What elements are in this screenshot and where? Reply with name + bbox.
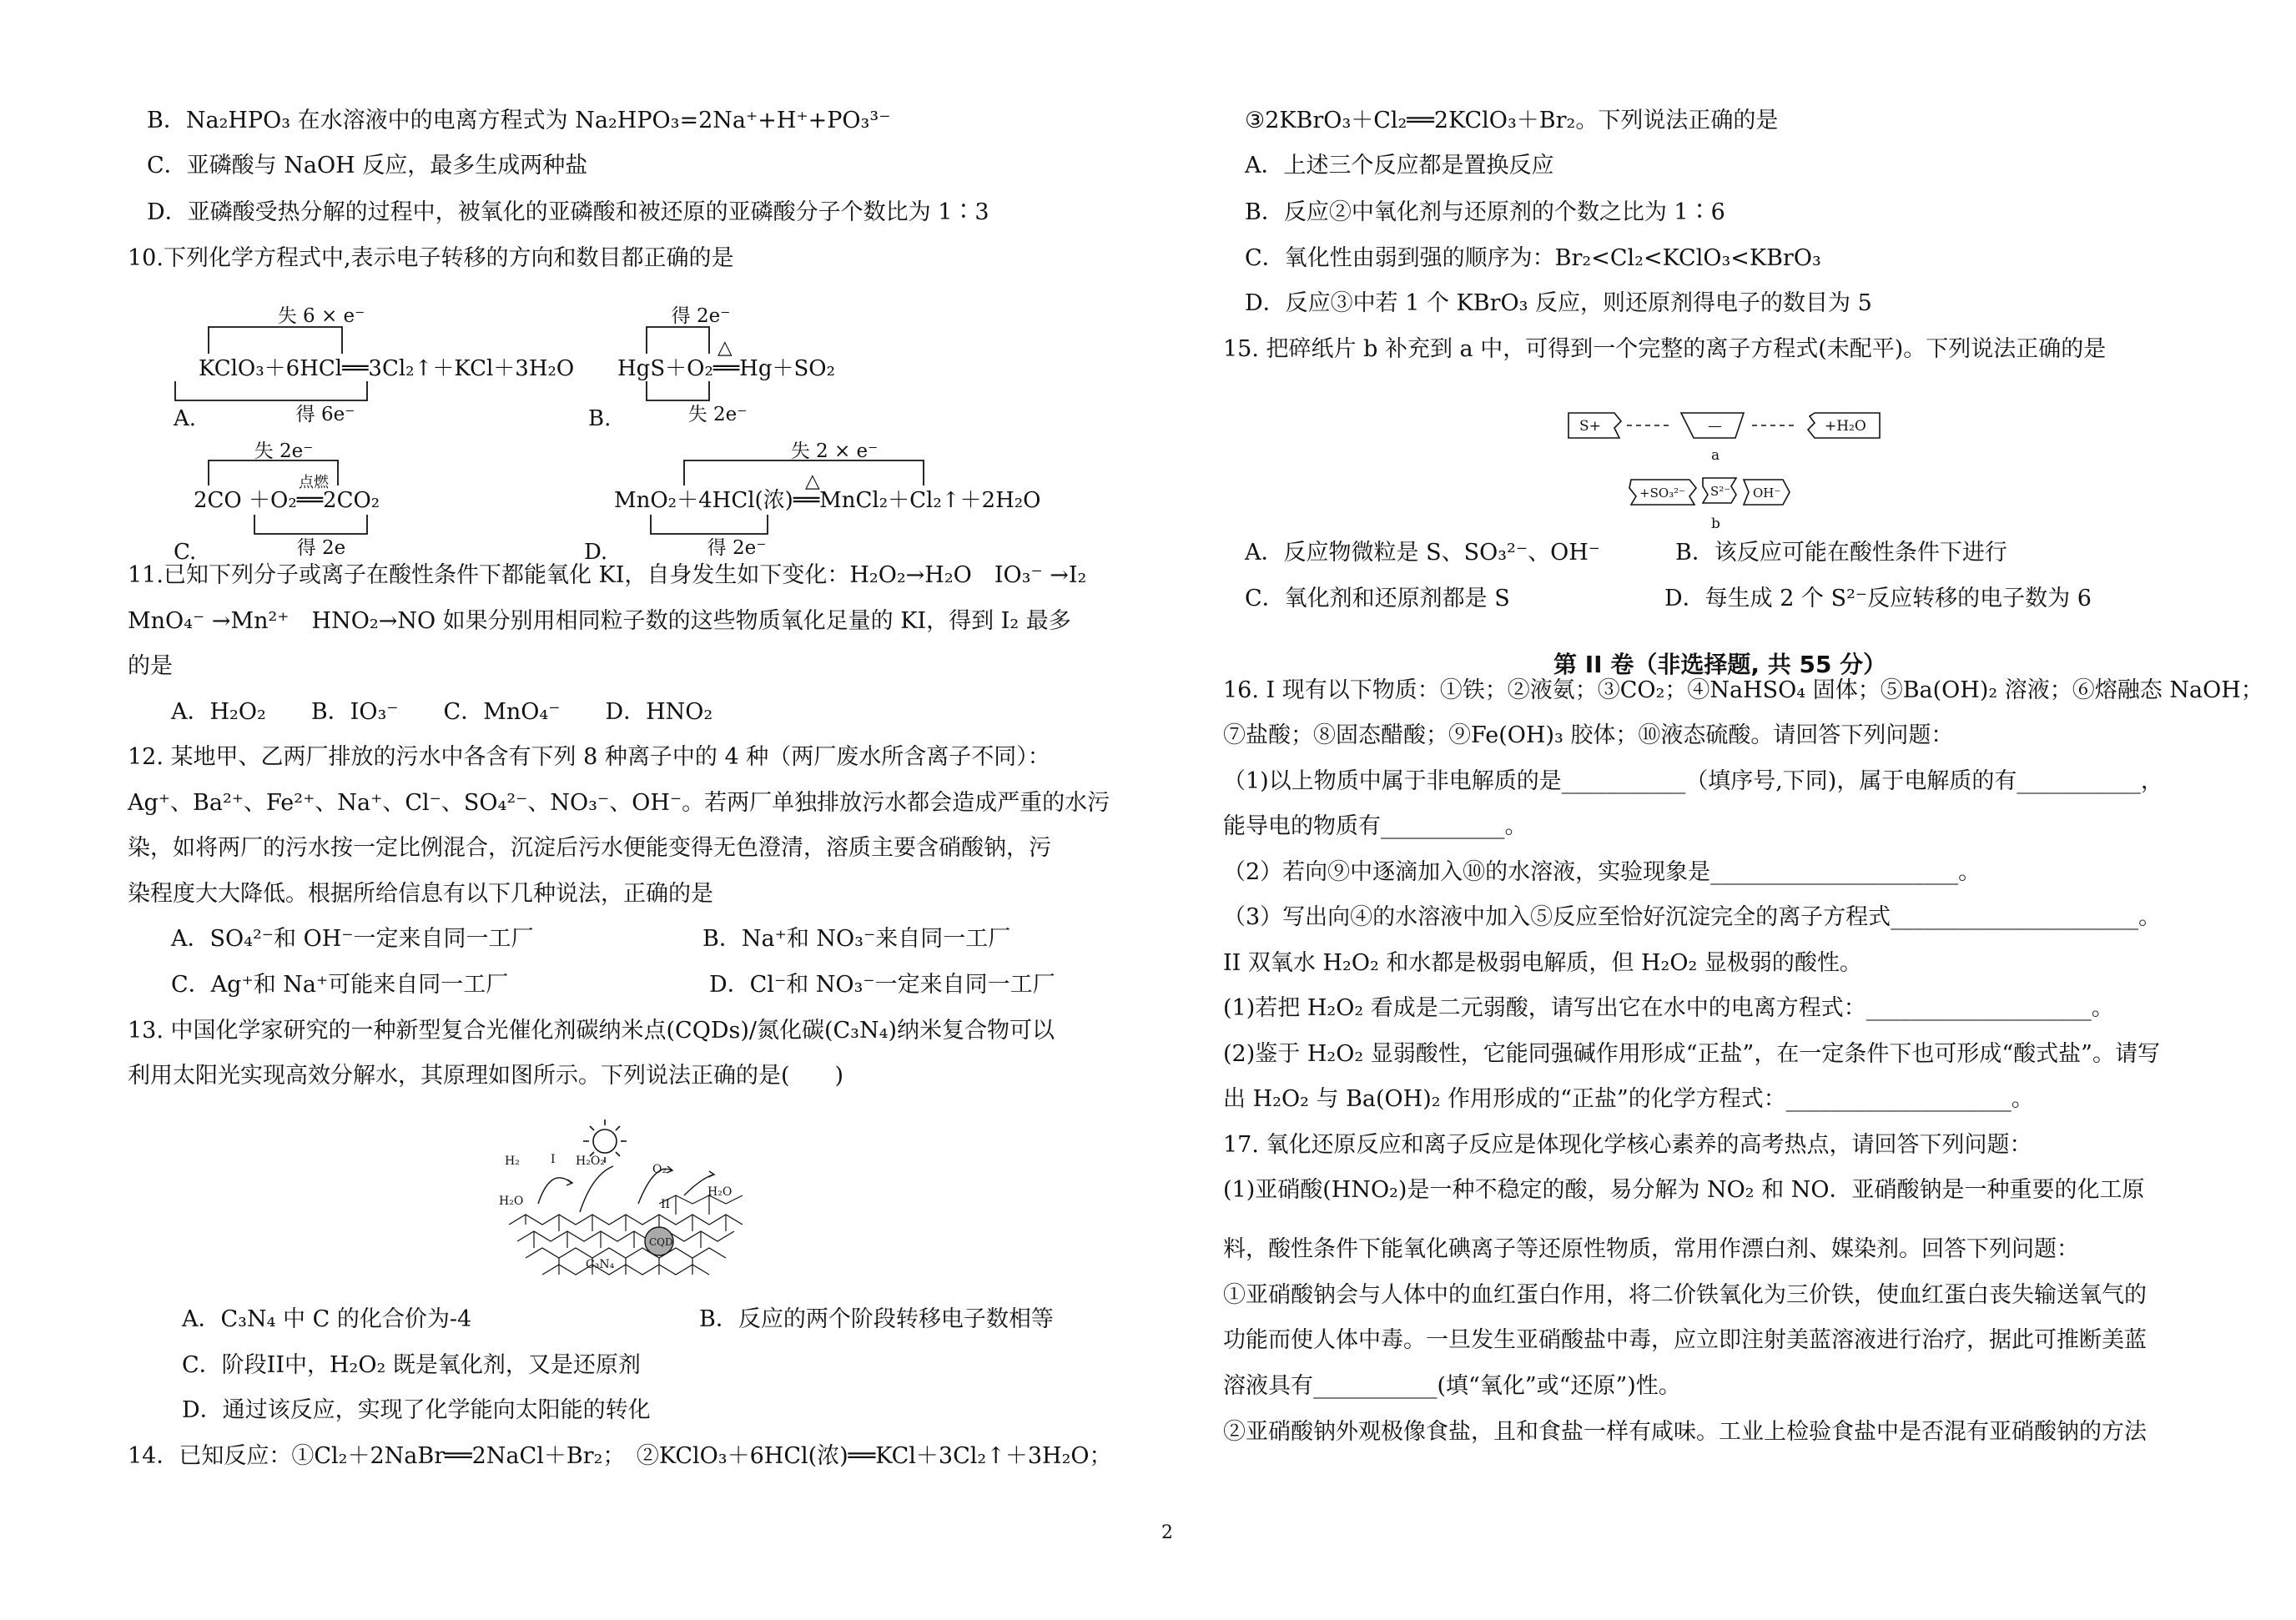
fig-stage-i: I (551, 1153, 556, 1166)
piece-s: S+ (1579, 418, 1601, 435)
left-text-line: C．亚磷酸与 NaOH 反应，最多生成两种盐 (147, 153, 588, 179)
q10-d-eq: MnO₂＋4HCl(浓)══MnCl₂＋Cl₂↑＋2H₂O (614, 488, 1041, 513)
q10-d-label: D. (584, 540, 608, 565)
q15-paper-pieces-figure (1564, 405, 1898, 542)
left-text-line: D．亚磷酸受热分解的过程中，被氧化的亚磷酸和被还原的亚磷酸分子个数比为 1∶3 (147, 199, 989, 225)
piece-s2: S²⁻ (1710, 484, 1731, 499)
left-text-line: C．阶段II中，H₂O₂ 既是氧化剂，又是还原剂 (182, 1352, 641, 1378)
right-text-line: 出 H₂O₂ 与 Ba(OH)₂ 作用形成的“正盐”的化学方程式：____________________。 (1223, 1086, 2034, 1112)
q10-c-label: C. (174, 540, 197, 565)
piece-h2o: +H₂O (1825, 418, 1866, 435)
right-text-line: 料，酸性条件下能氧化碘离子等还原性物质，常用作漂白剂、媒染剂。回答下列问题： (1223, 1236, 2079, 1262)
fig-h2o-left: H₂O (499, 1195, 524, 1208)
left-text-line: C．Ag⁺和 Na⁺可能来自同一工厂 (171, 972, 509, 998)
page-number: 2 (1161, 1522, 1173, 1543)
left-text-line: 13. 中国化学家研究的一种新型复合光催化剂碳纳米点(CQDs)/氮化碳(C₃N₄)纳米复合物可以 (128, 1018, 1055, 1044)
right-text-line: C．氧化性由弱到强的顺序为：Br₂<Cl₂<KClO₃<KBrO₃ (1245, 245, 1821, 271)
right-text-line: 15. 把碎纸片 b 补充到 a 中，可得到一个完整的离子方程式(未配平)。下列说法正确的是 (1223, 336, 2107, 362)
fig-c3n4: C₃N₄ (586, 1258, 615, 1271)
right-text-line: D．反应③中若 1 个 KBrO₃ 反应，则还原剂得电子的数目为 5 (1245, 290, 1872, 316)
piece-so3: +SO₃²⁻ (1639, 485, 1686, 501)
fig-h2o-right: H₂O (707, 1185, 733, 1199)
q10-b-bottom: 失 2e⁻ (687, 404, 748, 425)
right-text-line: 16. I 现有以下物质：①铁；②液氨；③CO₂；④NaHSO₄ 固体；⑤Ba(OH)₂ 溶液；⑥熔融态 NaOH； (1223, 677, 2263, 703)
left-text-line: B．反应的两个阶段转移电子数相等 (699, 1306, 1054, 1332)
q10-equations (167, 302, 1085, 569)
q10-a-top: 失 6 × e⁻ (277, 305, 365, 327)
q10-b-top: 得 2e⁻ (671, 305, 731, 327)
right-text-line: (1)亚硝酸(HNO₂)是一种不稳定的酸，易分解为 NO₂ 和 NO．亚硝酸钠是一种重要的化工原 (1223, 1177, 2145, 1203)
fig-cqd: CQD (649, 1236, 673, 1248)
right-text-line: B．反应②中氧化剂与还原剂的个数之比为 1∶6 (1245, 199, 1725, 225)
q10-c-top: 失 2e⁻ (254, 440, 314, 462)
left-text-line: Ag⁺、Ba²⁺、Fe²⁺、Na⁺、Cl⁻、SO₄²⁻、NO₃⁻、OH⁻。若两厂单独排放污水都会造成严重的水污 (128, 790, 1110, 816)
right-text-line: (2)鉴于 H₂O₂ 显弱酸性，它能同强碱作用形成“正盐”，在一定条件下也可形成“酸式盐”。请写 (1223, 1041, 2160, 1067)
q10-c-bottom: 得 2e (296, 537, 346, 559)
q10-a-eq: KClO₃＋6HCl══3Cl₂↑＋KCl＋3H₂O (199, 356, 575, 381)
section-title: 第 II 卷（非选择题, 共 55 分） (1553, 651, 1887, 678)
fig-stage-ii: II (661, 1198, 671, 1211)
right-text-line: （1)以上物质中属于非电解质的是___________（填序号,下同)，属于电解质的有___________， (1223, 768, 2163, 794)
left-text-line: 14．已知反应：①Cl₂＋2NaBr══2NaCl＋Br₂； ②KClO₃＋6HCl(浓)══KCl＋3Cl₂↑＋3H₂O； (128, 1443, 1112, 1469)
left-text-line: 利用太阳光实现高效分解水，其原理如图所示。下列说法正确的是( ) (128, 1063, 844, 1089)
left-text-line: MnO₄⁻ →Mn²⁺ HNO₂→NO 如果分别用相同粒子数的这些物质氧化足量的 KI，得到 I₂ 最多 (128, 608, 1071, 634)
left-text-line: A．C₃N₄ 中 C 的化合价为-4 (182, 1306, 472, 1332)
left-text-line: A．SO₄²⁻和 OH⁻一定来自同一工厂 (171, 926, 534, 952)
left-text-line: B．Na⁺和 NO₃⁻来自同一工厂 (702, 926, 1011, 952)
right-text-line: 17. 氧化还原反应和离子反应是体现化学核心素养的高考热点，请回答下列问题： (1223, 1132, 2032, 1158)
carbon-nitride-lattice (509, 1195, 743, 1275)
left-text-line: D．Cl⁻和 NO₃⁻一定来自同一工厂 (709, 972, 1055, 998)
right-text-line: (1)若把 H₂O₂ 看成是二元弱酸，请写出它在水中的电离方程式：____________________。 (1223, 995, 2114, 1021)
right-text-line: ①亚硝酸钠会与人体中的血红蛋白作用，将二价铁氧化为三价铁，使血红蛋白丧失输送氧气的 (1223, 1282, 2147, 1308)
right-text-line: C．氧化剂和还原剂都是 S (1245, 586, 1510, 611)
right-text-line: ②亚硝酸钠外观极像食盐，且和食盐一样有咸味。工业上检验食盐中是否混有亚硝酸钠的方法 (1223, 1419, 2147, 1445)
fig-o2: O₂ (652, 1163, 667, 1176)
right-text-line: ③2KBrO₃＋Cl₂══2KClO₃＋Br₂。下列说法正确的是 (1245, 108, 1779, 133)
left-text-line: 12. 某地甲、乙两厂排放的污水中各含有下列 8 种离子中的 4 种（两厂废水所含离子不同）： (128, 744, 1050, 770)
right-text-line: 能导电的物质有___________。 (1223, 813, 1528, 839)
q10-c-eq: 2CO ＋O₂══2CO₂ (194, 488, 380, 513)
fig-h2: H₂ (505, 1155, 520, 1168)
q10-a-label: A. (174, 406, 197, 431)
right-text-line: II 双氧水 H₂O₂ 和水都是极弱电解质，但 H₂O₂ 显极弱的酸性。 (1223, 950, 1862, 976)
q10-a-bottom: 得 6e⁻ (295, 404, 355, 425)
right-text-line: D．每生成 2 个 S²⁻反应转移的电子数为 6 (1664, 586, 2092, 611)
left-text-line: 染程度大大降低。根据所给信息有以下几种说法，正确的是 (128, 881, 713, 907)
fig-h2o2: H₂O₂ (576, 1155, 605, 1168)
right-text-line: （3）写出向④的水溶液中加入⑤反应至恰好沉淀完全的离子方程式______________________。 (1223, 904, 2162, 930)
q13-photocatalysis-figure (492, 1116, 768, 1304)
left-text-line: B．Na₂HPO₃ 在水溶液中的电离方程式为 Na₂HPO₃=2Na⁺+H⁺+PO₃³⁻ (147, 108, 891, 133)
left-text-line: 染，如将两厂的污水按一定比例混合，沉淀后污水便能变得无色澄清，溶质主要含硝酸钠，污 (128, 835, 1051, 861)
piece-oh: OH⁻ (1753, 485, 1781, 501)
left-text-line: D．通过该反应，实现了化学能向太阳能的转化 (182, 1397, 651, 1423)
piece-dash: — (1708, 418, 1722, 435)
q10-d-top: 失 2 × e⁻ (790, 440, 879, 462)
right-text-line: B．该反应可能在酸性条件下进行 (1675, 540, 2007, 566)
right-text-line: 溶液具有___________(填“氧化”或“还原”)性。 (1223, 1373, 1681, 1399)
label-b: b (1711, 516, 1720, 532)
q10-d-cond: △ (805, 470, 820, 492)
q10-b-label: B. (588, 406, 612, 431)
right-text-line: 功能而使人体中毒。一旦发生亚硝酸盐中毒，应立即注射美蓝溶液进行治疗，据此可推断美蓝 (1223, 1327, 2147, 1353)
right-text-line: A．反应物微粒是 S、SO₃²⁻、OH⁻ (1245, 540, 1601, 566)
right-text-line: （2）若向⑨中逐滴加入⑩的水溶液，实验现象是______________________。 (1223, 859, 1981, 885)
left-text-line: 11.已知下列分子或离子在酸性条件下都能氧化 KI，自身发生如下变化：H₂O₂→H₂O IO₃⁻ →I₂ (128, 562, 1087, 588)
q10-c-cond: 点燃 (299, 474, 329, 491)
left-text-line: 的是 (128, 653, 173, 679)
right-text-line: ⑦盐酸；⑧固态醋酸；⑨Fe(OH)₃ 胶体；⑩液态硫酸。请回答下列问题： (1223, 722, 1954, 748)
left-text-line: A．H₂O₂ B．IO₃⁻ C．MnO₄⁻ D．HNO₂ (171, 699, 713, 725)
label-a: a (1711, 447, 1720, 464)
left-text-line: 10.下列化学方程式中,表示电子转移的方向和数目都正确的是 (128, 245, 734, 271)
q10-b-eq: HgS＋O₂══Hg＋SO₂ (617, 356, 836, 381)
right-text-line: A．上述三个反应都是置换反应 (1245, 153, 1554, 179)
q10-d-bottom: 得 2e⁻ (707, 537, 767, 559)
q10-b-cond: △ (718, 337, 733, 359)
